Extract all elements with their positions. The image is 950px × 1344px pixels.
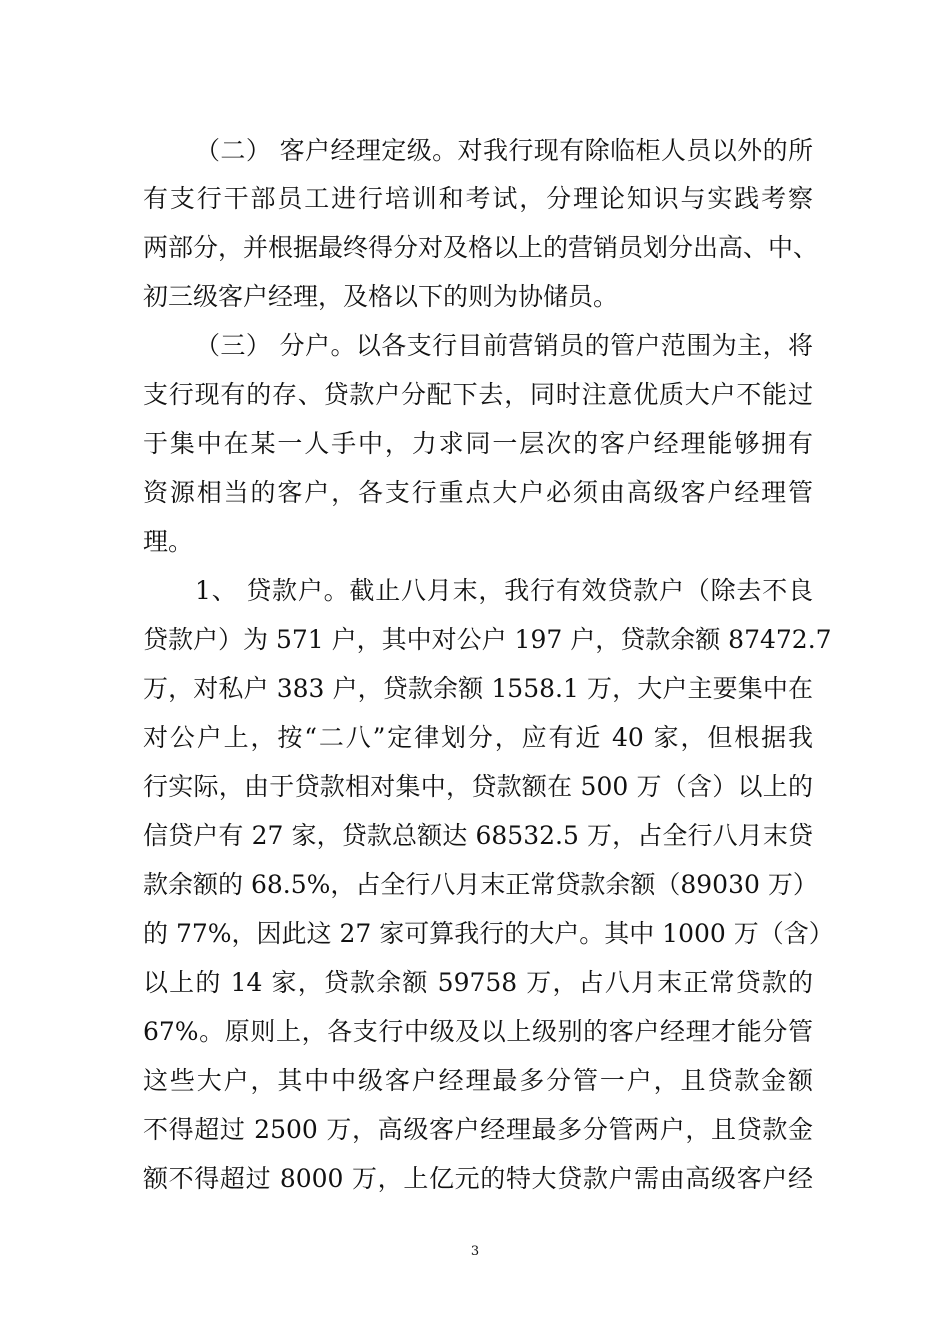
paragraph-line: 以上的 14 家，贷款余额 59758 万，占八月末正常贷款的 <box>143 968 813 997</box>
paragraph-line: 两部分，并根据最终得分对及格以上的营销员划分出高、中、 <box>143 233 819 262</box>
paragraph-line: 67%。原则上，各支行中级及以上级别的客户经理才能分管 <box>143 1017 813 1046</box>
paragraph-line: 行实际，由于贷款相对集中，贷款额在 500 万（含）以上的 <box>143 772 813 801</box>
paragraph-line: 有支行干部员工进行培训和考试，分理论知识与实践考察 <box>143 184 813 213</box>
paragraph-line: 于集中在某一人手中，力求同一层次的客户经理能够拥有 <box>143 429 813 458</box>
paragraph-line: 的 77%，因此这 27 家可算我行的大户。其中 1000 万（含） <box>143 919 834 948</box>
page-number: 3 <box>470 1244 480 1259</box>
paragraph-line: （二） 客户经理定级。对我行现有除临柜人员以外的所 <box>195 136 813 165</box>
paragraph-line: （三） 分户。以各支行目前营销员的管户范围为主，将 <box>195 331 813 360</box>
paragraph-line: 这些大户，其中中级客户经理最多分管一户，且贷款金额 <box>143 1066 813 1095</box>
paragraph-line: 贷款户）为 571 户，其中对公户 197 户，贷款余额 87472.7 <box>143 625 832 654</box>
paragraph-line: 支行现有的存、贷款户分配下去，同时注意优质大户不能过 <box>143 380 813 409</box>
paragraph-line: 对公户上，按“二八”定律划分，应有近 40 家，但根据我 <box>143 723 813 752</box>
paragraph-line: 初三级客户经理，及格以下的则为协储员。 <box>143 282 619 311</box>
paragraph-line: 款余额的 68.5%，占全行八月末正常贷款余额（89030 万） <box>143 870 818 899</box>
paragraph-line: 理。 <box>143 527 194 556</box>
paragraph-line: 不得超过 2500 万，高级客户经理最多分管两户，且贷款金 <box>143 1115 813 1144</box>
paragraph-line: 额不得超过 8000 万，上亿元的特大贷款户需由高级客户经 <box>143 1164 813 1193</box>
paragraph-line: 万，对私户 383 户，贷款余额 1558.1 万，大户主要集中在 <box>143 674 813 703</box>
paragraph-line: 信贷户有 27 家，贷款总额达 68532.5 万，占全行八月末贷 <box>143 821 813 850</box>
paragraph-line: 资源相当的客户，各支行重点大户必须由高级客户经理管 <box>143 478 813 507</box>
paragraph-line: 1、 贷款户。截止八月末，我行有效贷款户（除去不良 <box>195 576 813 605</box>
